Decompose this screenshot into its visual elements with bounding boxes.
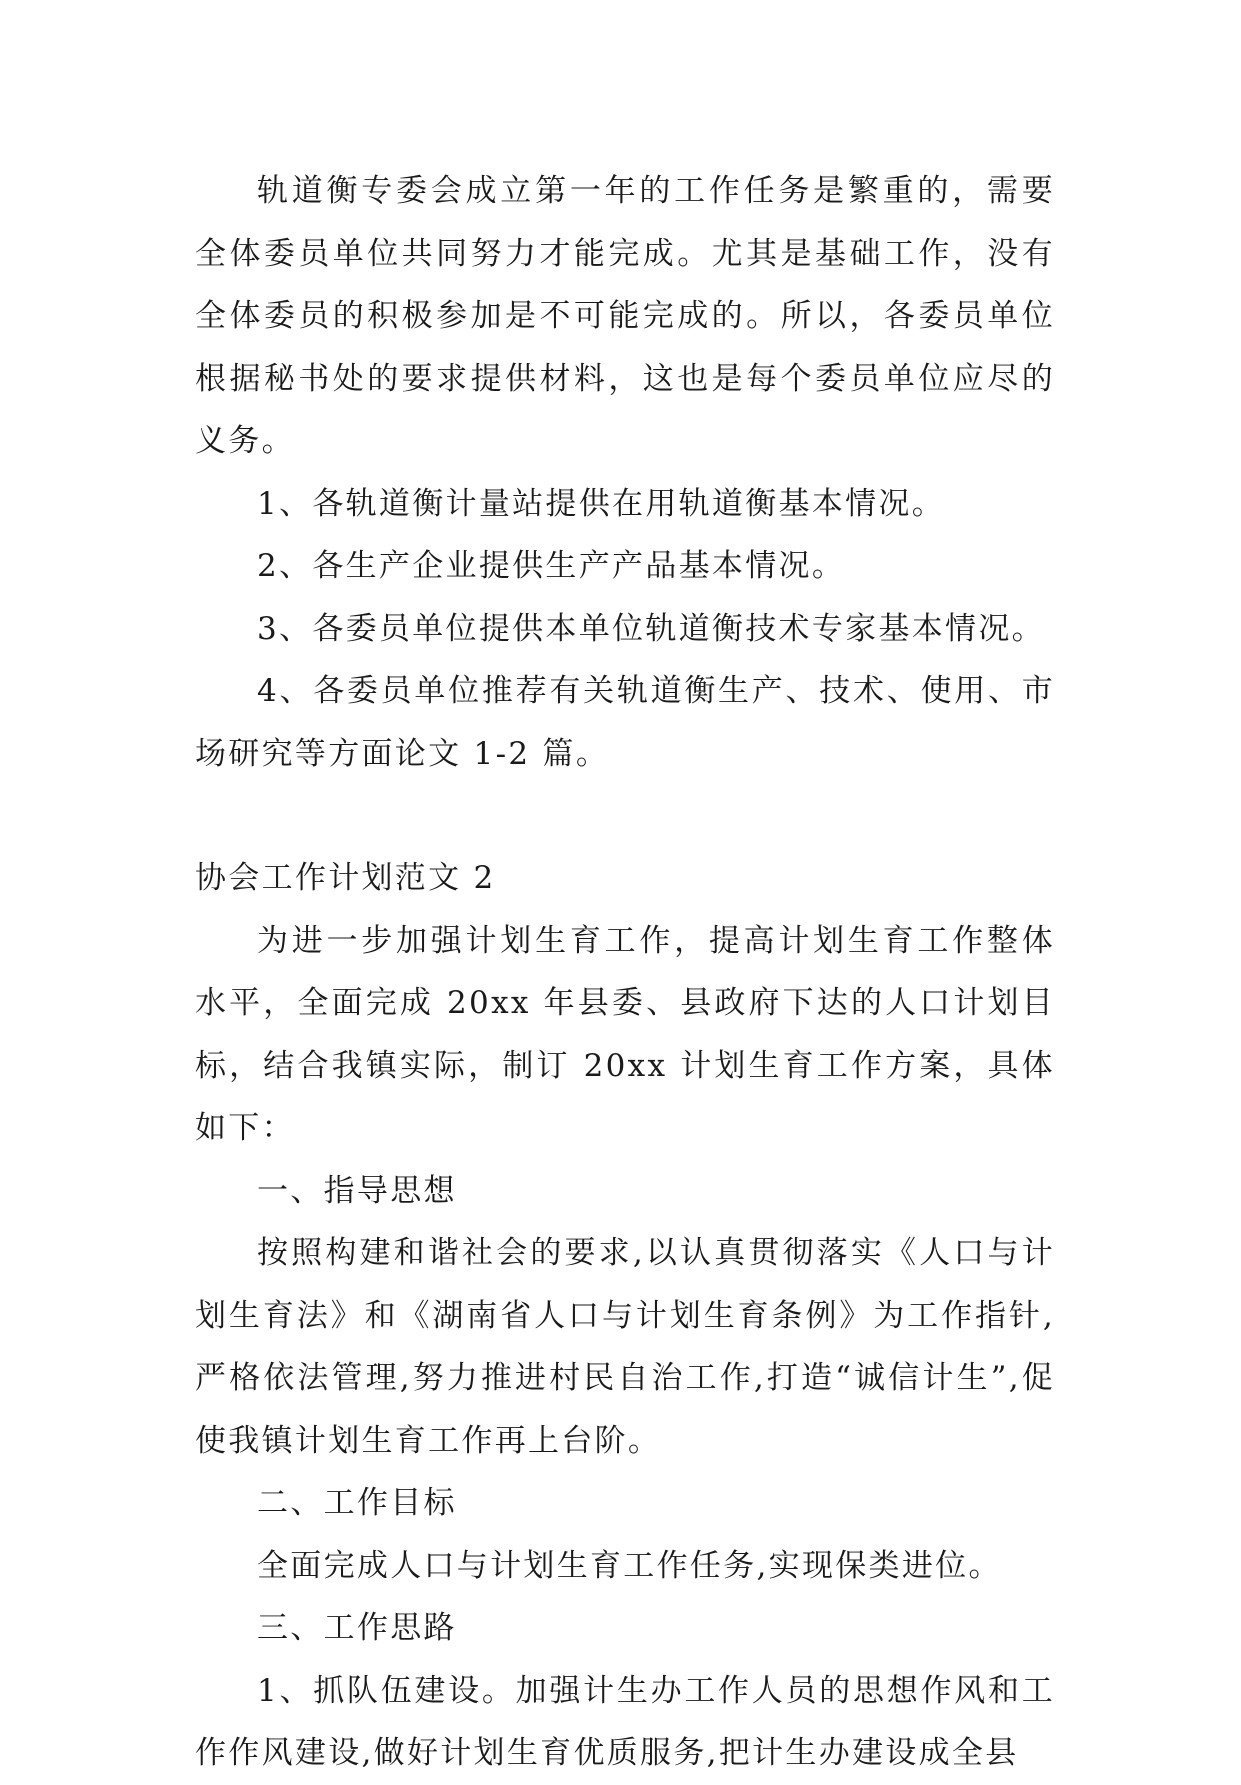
work-approach-paragraph: 1、抓队伍建设。加强计生办工作人员的思想作风和工作作风建设,做好计划生育优质服务,把计生办建设成全县: [195, 1672, 1055, 1771]
heading-work-goals: 二、工作目标: [257, 1485, 457, 1521]
guiding-ideology-paragraph: 按照构建和谐社会的要求,以认真贯彻落实《人口与计划生育法》和《湖南省人口与计划生育条例》为工作指针,严格依法管理,努力推进村民自治工作,打造“诚信计生”,促使我镇计划生育工作再上台阶。: [195, 1235, 1055, 1459]
heading-work-approach: 三、工作思路: [257, 1610, 457, 1646]
section1-intro-paragraph: 轨道衡专委会成立第一年的工作任务是繁重的，需要全体委员单位共同努力才能完成。尤其是基础工作，没有全体委员的积极参加是不可能完成的。所以，各委员单位根据秘书处的要求提供材料，这也是每个委员单位应尽的义务。: [195, 173, 1055, 459]
section2-title: 协会工作计划范文 2: [195, 860, 496, 896]
section1-item-1: 1、各轨道衡计量站提供在用轨道衡基本情况。: [257, 485, 946, 522]
work-goals-paragraph: 全面完成人口与计划生育工作任务,实现保类进位。: [257, 1547, 1002, 1584]
heading-guiding-ideology: 一、指导思想: [257, 1172, 457, 1209]
document-body: [195, 160, 1055, 1785]
section1-item-3: 3、各委员单位提供本单位轨道衡技术专家基本情况。: [257, 610, 1045, 647]
section1-item-2: 2、各生产企业提供生产产品基本情况。: [257, 548, 846, 584]
section1-item-4: 4、各委员单位推荐有关轨道衡生产、技术、使用、市场研究等方面论文 1-2 篇。: [195, 673, 1055, 772]
section-spacer: [195, 785, 1055, 847]
section2-intro-paragraph: 为进一步加强计划生育工作，提高计划生育工作整体水平，全面完成 20xx 年县委、县政府下达的人口计划目标，结合我镇实际，制订 20xx 计划生育工作方案，具体如下：: [195, 922, 1055, 1146]
